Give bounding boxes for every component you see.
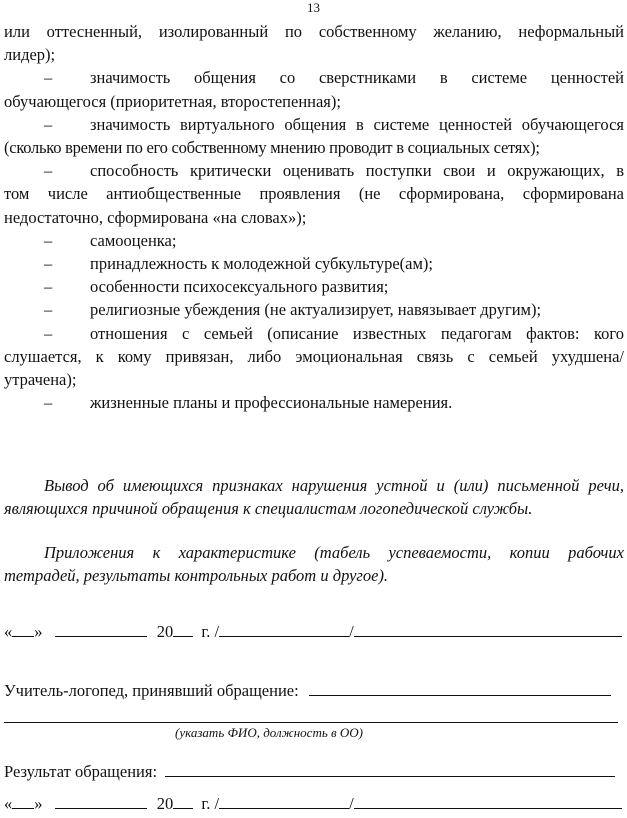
fio-hint: (указать ФИО, должность в ОО) (175, 725, 363, 740)
quote-open: « (4, 622, 13, 641)
text-line: недостаточно, сформирована «на словах»); (4, 207, 307, 227)
text-line: Приложения к характеристике (табель успеваемости, копии рабочих (44, 543, 624, 562)
date-signature-row-2 (4, 794, 622, 814)
list-item-text: самооценка; (90, 230, 177, 250)
text-line: Вывод об имеющихся признаках нарушения устной и (или) письменной речи, (44, 476, 624, 495)
text-line: или оттесненный, изолированный по собственному желанию, неформальный (4, 22, 624, 41)
result-field[interactable] (165, 762, 615, 777)
dash-bullet: – (44, 277, 53, 297)
teacher-field[interactable] (309, 681, 611, 696)
list-item (4, 229, 624, 252)
name-field[interactable] (354, 622, 622, 637)
teacher-field-continued[interactable] (4, 708, 618, 723)
dash-bullet: – (44, 114, 53, 134)
year-field[interactable] (173, 794, 193, 809)
slash: / (349, 794, 354, 813)
list-item-text: жизненные планы и профессиональные намерения. (90, 393, 453, 413)
dash-bullet: – (44, 161, 53, 181)
text-line: являющихся причиной обращения к специалистам логопедической службы. (4, 499, 533, 519)
list-item-text: принадлежность к молодежной субкультуре(ам); (90, 254, 433, 274)
signature-field[interactable] (219, 622, 349, 637)
text-line: обучающегося (приоритетная, второстепенная); (4, 91, 341, 111)
list-item-text: особенности психосексуального развития; (90, 277, 389, 297)
list-item-text: способность критически оценивать поступки свои и окружающих, в (90, 161, 624, 181)
year-suffix: г. / (201, 622, 220, 641)
list-item (4, 322, 624, 345)
text-line: том числе антиобщественные проявления (не сформирована, сформирована (4, 184, 624, 204)
slash: / (349, 622, 354, 641)
dash-bullet: – (44, 300, 53, 320)
teacher-label: Учитель-логопед, принявший обращение: (4, 681, 299, 700)
conclusion-paragraph (4, 474, 624, 520)
month-field[interactable] (55, 622, 147, 637)
year-field[interactable] (173, 622, 193, 637)
signature-field[interactable] (219, 794, 349, 809)
list-item (4, 391, 624, 414)
list-item (4, 275, 624, 298)
dash-bullet: – (44, 254, 53, 274)
list-item-text: значимость виртуального общения в системе ценностей обучающегося (90, 114, 624, 134)
text-line: (сколько времени по его собственному мнению проводит в социальных сетях); (4, 138, 540, 158)
list-item (4, 66, 624, 89)
quote-close: » (34, 794, 43, 813)
text-line: лидер); (4, 45, 56, 65)
result-label: Результат обращения: (4, 762, 158, 781)
year-prefix: 20 (156, 622, 174, 641)
date-signature-row (4, 622, 622, 642)
quote-close: » (34, 622, 43, 641)
day-field[interactable] (12, 622, 34, 637)
list-item (4, 113, 624, 136)
dash-bullet: – (44, 393, 53, 413)
text-line: тетрадей, результаты контрольных работ и другое). (4, 566, 389, 586)
page-number: 13 (307, 0, 320, 15)
year-suffix: г. / (201, 794, 220, 813)
name-field[interactable] (354, 794, 622, 809)
dash-bullet: – (44, 68, 53, 88)
list-item-text: значимость общения со сверстниками в системе ценностей (90, 68, 624, 88)
list-item (4, 159, 624, 182)
teacher-row (4, 681, 611, 701)
list-section (4, 20, 624, 414)
appendix-paragraph (4, 541, 624, 587)
day-field[interactable] (12, 794, 34, 809)
year-prefix: 20 (156, 794, 174, 813)
text-line: слушается, к кому привязан, либо эмоциональная связь с семьей ухудшена/ (4, 346, 624, 366)
list-item-text: религиозные убеждения (не актуализирует, навязывает другим); (90, 300, 542, 320)
dash-bullet: – (44, 230, 53, 250)
result-row (4, 762, 615, 782)
list-item (4, 298, 624, 321)
month-field[interactable] (55, 794, 147, 809)
text-line: утрачена); (4, 370, 77, 390)
quote-open: « (4, 794, 13, 813)
list-item-text: отношения с семьей (описание известных педагогам фактов: кого (90, 323, 624, 343)
dash-bullet: – (44, 323, 53, 343)
list-item (4, 252, 624, 275)
